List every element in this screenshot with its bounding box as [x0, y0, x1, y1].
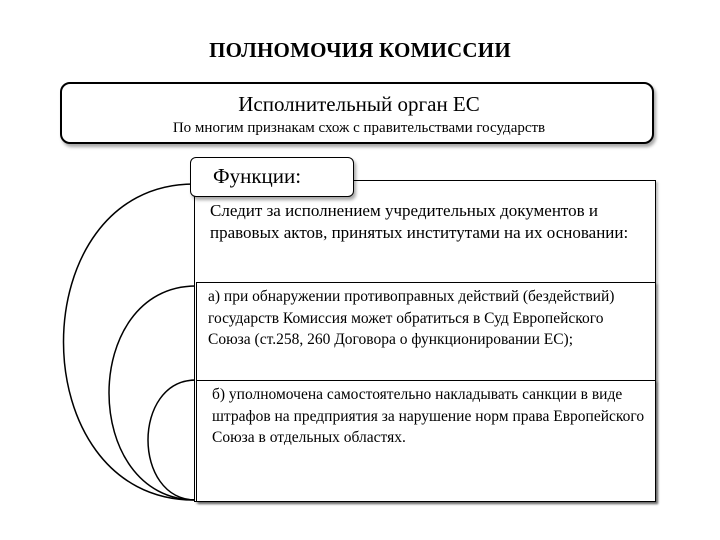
item-b-text: б) уполномочена самостоятельно накладывать санкции в виде штрафов на предприятия за нарушение норм права Европейского Союза в отдельных областях.	[212, 386, 645, 446]
slide-title: ПОЛНОМОЧИЯ КОМИССИИ	[209, 38, 511, 62]
outer-arc	[64, 184, 195, 500]
executive-subtitle: По многим признакам схож с правительствами государств	[172, 120, 546, 136]
executive-title: Исполнительный орган ЕС	[238, 92, 480, 116]
inner-arc	[148, 380, 196, 500]
item-a-text: а) при обнаружении противоправных действий (бездействий) государств Комиссия может обратиться в Суд Европейского Союза (ст.258, 260 Договора о функционировании ЕС);	[208, 288, 615, 348]
functions-label: Функции:	[213, 164, 302, 188]
executive-box	[60, 82, 654, 144]
functions-label-box	[190, 157, 354, 197]
functions-main-text: Следит за исполнением учредительных документов и правовых актов, принятых институтами на их основании:	[210, 201, 629, 242]
